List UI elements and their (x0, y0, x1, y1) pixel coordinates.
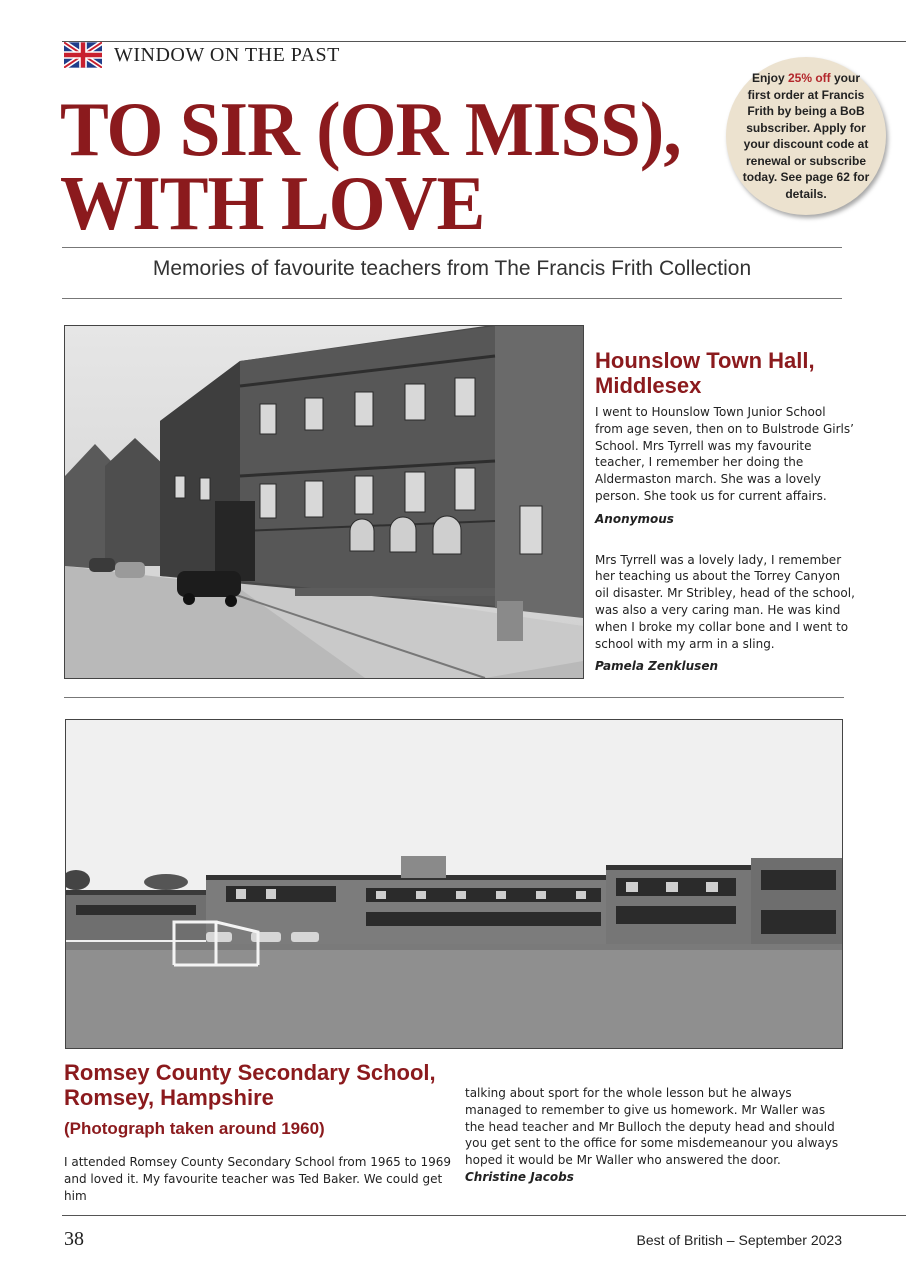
publication-info: Best of British – September 2023 (636, 1232, 842, 1248)
hounslow-town-hall-photo (64, 325, 584, 679)
promo-highlight: 25% off (787, 71, 831, 85)
union-flag-icon (64, 42, 102, 68)
story-2-body-1: I attended Romsey County Secondary School from 1965 to 1969 and loved it. My favourite teacher was Ted Baker. We could get him (64, 1155, 451, 1203)
story-romsey (64, 1060, 454, 1204)
promo-badge (726, 57, 886, 215)
page-number: 38 (64, 1228, 84, 1250)
promo-text-before: Enjoy (751, 71, 788, 85)
story-romsey-column-2 (465, 1085, 845, 1186)
story-2-body-2: talking about sport for the whole lesson but he always managed to remember to give us homework. Mr Waller was the head teacher and Mr Bulloch the deputy head and should you get sent to the office for some misdemeanour you always hoped it would be Mr Waller who answered the door. (465, 1086, 839, 1168)
headline-line-1: TO SIR (OR MISS), (60, 86, 681, 172)
section-header (64, 41, 340, 69)
headline-line-2: WITH LOVE (60, 160, 485, 246)
footer-rule (62, 1215, 906, 1216)
story-1-signature-2: Pamela Zenklusen (595, 659, 718, 674)
headline (60, 86, 720, 246)
hounslow-town-hall-illustration (65, 326, 583, 678)
section-label: WINDOW ON THE PAST (114, 43, 340, 66)
story-1-heading: Hounslow Town Hall, Middlesex (595, 348, 815, 398)
romsey-school-illustration (66, 720, 842, 1048)
subtitle: Memories of favourite teachers from The Francis Frith Collection (152, 257, 752, 280)
promo-text (742, 70, 870, 202)
story-2-subheading: (Photograph taken around 1960) (64, 1119, 325, 1138)
middle-rule (64, 697, 844, 698)
story-1-body-2: Mrs Tyrrell was a lovely lady, I remember her teaching us about the Torrey Canyon oil disaster. Mr Stribley, head of the school, was also a very caring man. He was kind when I broke my collar bone and I went to school with my arm in a sling. (595, 552, 855, 651)
story-2-signature: Christine Jacobs (465, 1169, 574, 1184)
promo-text-after: your first order at Francis Frith by being a BoB subscriber. Apply for your discount code at renewal or subscribe today. See page 62 for details. (742, 71, 870, 201)
story-2-heading: Romsey County Secondary School, Romsey, Hampshire (64, 1060, 436, 1110)
story-1-signature-1: Anonymous (595, 511, 674, 526)
romsey-school-photo (65, 719, 843, 1049)
story-1-body-1: I went to Hounslow Town Junior School from age seven, then on to Bulstrode Girls’ School. Mrs Tyrrell was my favourite teacher, I remember her doing the Aldermaston march. She was a lovely person. She took us for current affairs. (595, 405, 854, 503)
story-hounslow (595, 348, 857, 675)
subtitle-top-rule (62, 247, 842, 248)
subtitle-bottom-rule (62, 298, 842, 299)
